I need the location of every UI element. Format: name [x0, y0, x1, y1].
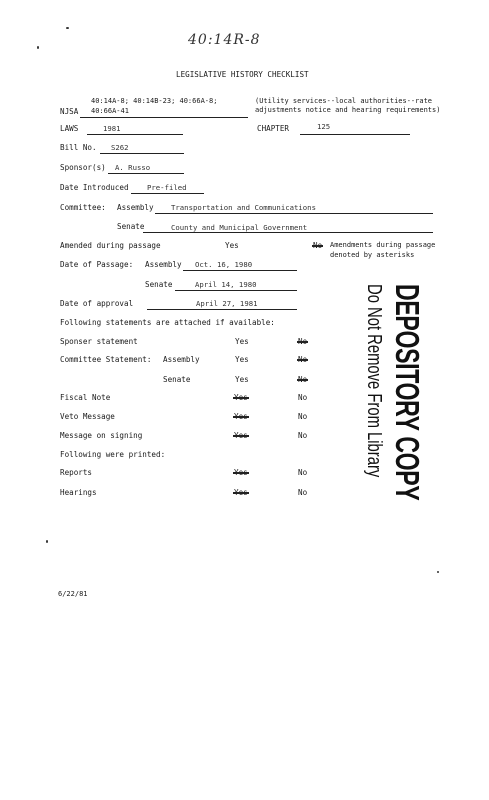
committee-assembly-label: Assembly — [117, 203, 154, 212]
amended-label: Amended during passage — [60, 241, 161, 250]
reports-yes — [234, 468, 248, 477]
passage-senate-underline — [175, 290, 297, 291]
committee-senate-value: County and Municipal Government — [171, 223, 308, 232]
chapter-label: CHAPTER — [257, 124, 290, 133]
sponsor-statement-label: Sponser statement — [60, 337, 138, 346]
veto-message-yes-text: Yes — [234, 412, 248, 421]
committee-statement-senate-no — [298, 375, 307, 384]
chapter-underline — [300, 134, 410, 135]
amended-yes: Yes — [225, 241, 239, 250]
reports-label: Reports — [60, 468, 93, 477]
passage-label: Date of Passage: — [60, 260, 134, 269]
committee-senate-underline — [143, 232, 433, 233]
fiscal-note-yes-text: Yes — [234, 393, 248, 402]
committee-senate-label: Senate — [117, 222, 145, 231]
introduced-value: Pre-filed — [147, 183, 187, 192]
fiscal-note-label: Fiscal Note — [60, 393, 111, 402]
sponsor-value: A. Russo — [115, 163, 151, 172]
passage-assembly-label: Assembly — [145, 260, 182, 269]
hearings-no: No — [298, 488, 308, 497]
scan-speck — [46, 540, 48, 543]
approval-label: Date of approval — [60, 299, 134, 308]
sponsor-label: Sponsor(s) — [60, 163, 106, 172]
bill-value: S262 — [111, 143, 129, 152]
njsa-underline — [80, 117, 248, 118]
scan-speck — [66, 27, 69, 29]
veto-message-yes — [234, 412, 248, 421]
do-not-remove-stamp: Do Not Remove From Library — [363, 284, 385, 478]
bill-label: Bill No. — [60, 143, 97, 152]
veto-message-no: No — [298, 412, 308, 421]
passage-assembly-underline — [183, 270, 297, 271]
message-signing-no: No — [298, 431, 308, 440]
committee-label: Committee: — [60, 203, 106, 212]
message-signing-yes — [234, 431, 248, 440]
njsa-label: NJSA — [60, 107, 79, 116]
committee-statement-assembly-yes: Yes — [235, 355, 249, 364]
sponsor-statement-no-text: No — [298, 337, 308, 346]
laws-label: LAWS — [60, 124, 79, 133]
njsa-note-line1: (Utility services--local authorities--rate — [255, 97, 433, 105]
footer-date: 6/22/81 — [58, 590, 88, 598]
amended-note-line2: denoted by asterisks — [330, 251, 415, 259]
approval-underline — [147, 309, 297, 310]
sponsor-underline — [108, 173, 184, 174]
committee-statement-assembly-label: Assembly — [163, 355, 200, 364]
sponsor-statement-yes: Yes — [235, 337, 249, 346]
depository-copy-stamp: DEPOSITORY COPY — [389, 284, 426, 501]
njsa-note-line2: adjustments notice and hearing requirements) — [255, 106, 441, 114]
introduced-underline — [131, 193, 204, 194]
reports-no: No — [298, 468, 308, 477]
introduced-label: Date Introduced — [60, 183, 129, 192]
attached-heading: Following statements are attached if available: — [60, 318, 275, 327]
passage-assembly-value: Oct. 16, 1980 — [195, 260, 253, 269]
bill-underline — [100, 153, 184, 154]
handwritten-reference: 40:14R-8 — [188, 32, 261, 48]
committee-assembly-underline — [155, 213, 433, 214]
committee-statement-assembly-no-text: No — [298, 355, 308, 364]
laws-value: 1981 — [103, 124, 121, 133]
approval-value: April 27, 1981 — [196, 299, 258, 308]
message-signing-label: Message on signing — [60, 431, 143, 440]
amended-no-text: No — [313, 241, 323, 250]
veto-message-label: Veto Message — [60, 412, 115, 421]
hearings-label: Hearings — [60, 488, 97, 497]
njsa-value-line1: 40:14A-8; 40:14B-23; 40:66A-8; — [91, 97, 218, 105]
fiscal-note-yes — [234, 393, 248, 402]
fiscal-note-no: No — [298, 393, 308, 402]
committee-statement-senate-label: Senate — [163, 375, 191, 384]
scan-speck — [437, 571, 439, 573]
amended-note-line1: Amendments during passage — [330, 241, 436, 249]
committee-statement-assembly-no — [298, 355, 307, 364]
printed-heading: Following were printed: — [60, 450, 166, 459]
reports-yes-text: Yes — [234, 468, 248, 477]
committee-statement-senate-yes: Yes — [235, 375, 249, 384]
passage-senate-value: April 14, 1980 — [195, 280, 257, 289]
message-signing-yes-text: Yes — [234, 431, 248, 440]
chapter-value: 125 — [317, 122, 331, 131]
committee-statement-senate-no-text: No — [298, 375, 308, 384]
sponsor-statement-no — [298, 337, 307, 346]
committee-statement-label: Committee Statement: — [60, 355, 152, 364]
committee-assembly-value: Transportation and Communications — [171, 203, 316, 212]
amended-no — [313, 241, 322, 250]
hearings-yes-text: Yes — [234, 488, 248, 497]
passage-senate-label: Senate — [145, 280, 173, 289]
njsa-value-line2: 40:66A-41 — [91, 107, 129, 115]
scan-speck — [37, 46, 39, 49]
page-title: LEGISLATIVE HISTORY CHECKLIST — [176, 70, 309, 79]
laws-underline — [87, 134, 183, 135]
hearings-yes — [234, 488, 248, 497]
